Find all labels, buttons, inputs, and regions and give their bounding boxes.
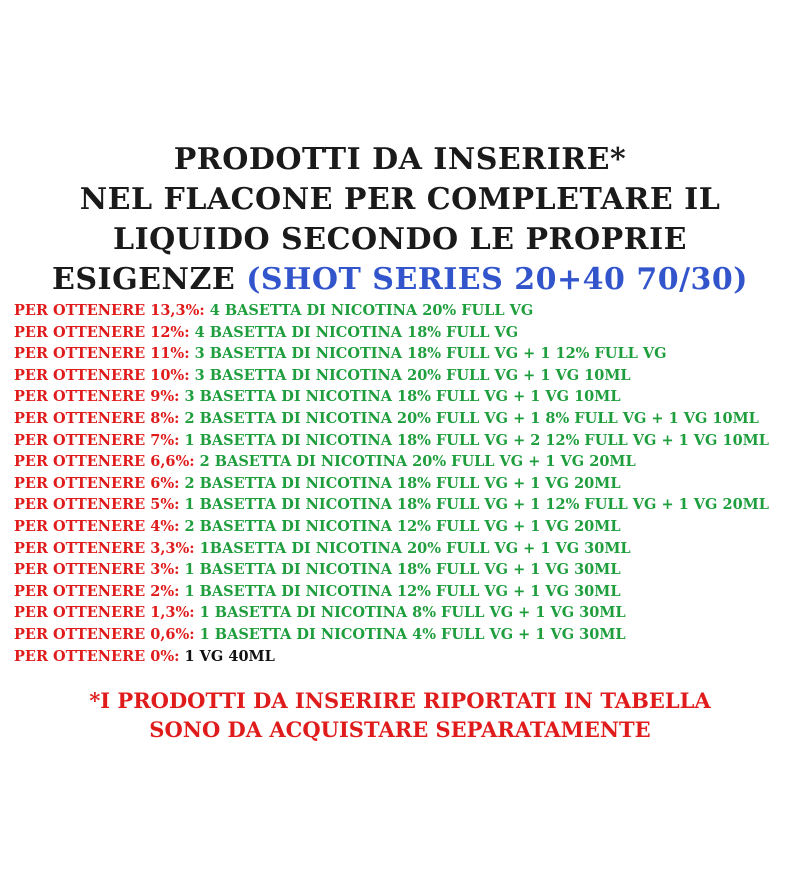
table-row xyxy=(14,451,794,473)
page-title-text: PRODOTTI DA INSERIRE* xyxy=(173,142,627,177)
table-row xyxy=(14,473,794,495)
table-row xyxy=(14,581,794,603)
table-row xyxy=(14,322,794,344)
table-row xyxy=(14,494,794,516)
row-label: PER OTTENERE 3,3%: xyxy=(14,539,195,557)
row-detail: 2 BASETTA DI NICOTINA 12% FULL VG + 1 VG 20ML xyxy=(179,517,621,535)
table-row xyxy=(14,365,794,387)
row-label: PER OTTENERE 6%: xyxy=(14,474,180,492)
page-title-line xyxy=(0,140,800,180)
page-title xyxy=(0,140,800,300)
table-row xyxy=(14,408,794,430)
row-label: PER OTTENERE 1,3%: xyxy=(14,604,195,622)
table-row xyxy=(14,516,794,538)
row-detail: 1 VG 40ML xyxy=(179,647,275,665)
row-label: PER OTTENERE 6,6%: xyxy=(14,453,195,471)
page-title-text: ESIGENZE xyxy=(52,262,247,297)
row-label: PER OTTENERE 0,6%: xyxy=(14,625,195,643)
footnote xyxy=(0,686,800,744)
page-title-line xyxy=(0,260,800,300)
row-detail: 2 BASETTA DI NICOTINA 20% FULL VG + 1 8% FULL VG + 1 VG 10ML xyxy=(179,409,759,427)
table-row xyxy=(14,602,794,624)
row-label: PER OTTENERE 2%: xyxy=(14,582,180,600)
table-row xyxy=(14,646,794,668)
footnote-line: *I PRODOTTI DA INSERIRE RIPORTATI IN TABELLA xyxy=(89,688,711,713)
table-row xyxy=(14,386,794,408)
row-detail: 1 BASETTA DI NICOTINA 18% FULL VG + 1 12% FULL VG + 1 VG 20ML xyxy=(179,496,769,514)
row-label: PER OTTENERE 13,3%: xyxy=(14,302,205,319)
page-title-text: NEL FLACONE PER COMPLETARE IL xyxy=(79,182,721,217)
row-label: PER OTTENERE 5%: xyxy=(14,496,180,514)
row-detail: 1BASETTA DI NICOTINA 20% FULL VG + 1 VG 30ML xyxy=(194,539,631,557)
row-label: PER OTTENERE 4%: xyxy=(14,517,180,535)
row-detail: 4 BASETTA DI NICOTINA 18% FULL VG xyxy=(189,323,519,341)
footnote-line: SONO DA ACQUISTARE SEPARATAMENTE xyxy=(149,717,651,742)
row-label: PER OTTENERE 12%: xyxy=(14,323,190,341)
row-detail: 4 BASETTA DI NICOTINA 20% FULL VG xyxy=(204,302,534,319)
row-detail: 2 BASETTA DI NICOTINA 20% FULL VG + 1 VG 20ML xyxy=(194,453,636,471)
page-title-line xyxy=(0,180,800,220)
row-label: PER OTTENERE 9%: xyxy=(14,388,180,406)
row-detail: 3 BASETTA DI NICOTINA 18% FULL VG + 1 12% FULL VG xyxy=(189,345,667,363)
row-label: PER OTTENERE 7%: xyxy=(14,431,180,449)
table-row xyxy=(14,343,794,365)
row-detail: 1 BASETTA DI NICOTINA 18% FULL VG + 1 VG 30ML xyxy=(179,561,621,579)
row-detail: 3 BASETTA DI NICOTINA 20% FULL VG + 1 VG 10ML xyxy=(189,366,631,384)
row-detail: 1 BASETTA DI NICOTINA 12% FULL VG + 1 VG 30ML xyxy=(179,582,621,600)
row-label: PER OTTENERE 8%: xyxy=(14,409,180,427)
row-detail: 2 BASETTA DI NICOTINA 18% FULL VG + 1 VG 20ML xyxy=(179,474,621,492)
row-label: PER OTTENERE 11%: xyxy=(14,345,190,363)
row-label: PER OTTENERE 10%: xyxy=(14,366,190,384)
table-row xyxy=(14,300,794,322)
instructions-table xyxy=(14,300,794,667)
page-title-accent: (SHOT SERIES 20+40 70/30) xyxy=(246,262,748,297)
row-label: PER OTTENERE 0%: xyxy=(14,647,180,665)
row-label: PER OTTENERE 3%: xyxy=(14,561,180,579)
page-title-text: LIQUIDO SECONDO LE PROPRIE xyxy=(112,222,688,257)
table-row xyxy=(14,559,794,581)
page-title-line xyxy=(0,220,800,260)
row-detail: 1 BASETTA DI NICOTINA 8% FULL VG + 1 VG 30ML xyxy=(194,604,626,622)
table-row xyxy=(14,624,794,646)
row-detail: 3 BASETTA DI NICOTINA 18% FULL VG + 1 VG 10ML xyxy=(179,388,621,406)
row-detail: 1 BASETTA DI NICOTINA 4% FULL VG + 1 VG 30ML xyxy=(194,625,626,643)
row-detail: 1 BASETTA DI NICOTINA 18% FULL VG + 2 12% FULL VG + 1 VG 10ML xyxy=(179,431,769,449)
table-row xyxy=(14,538,794,560)
table-row xyxy=(14,430,794,452)
